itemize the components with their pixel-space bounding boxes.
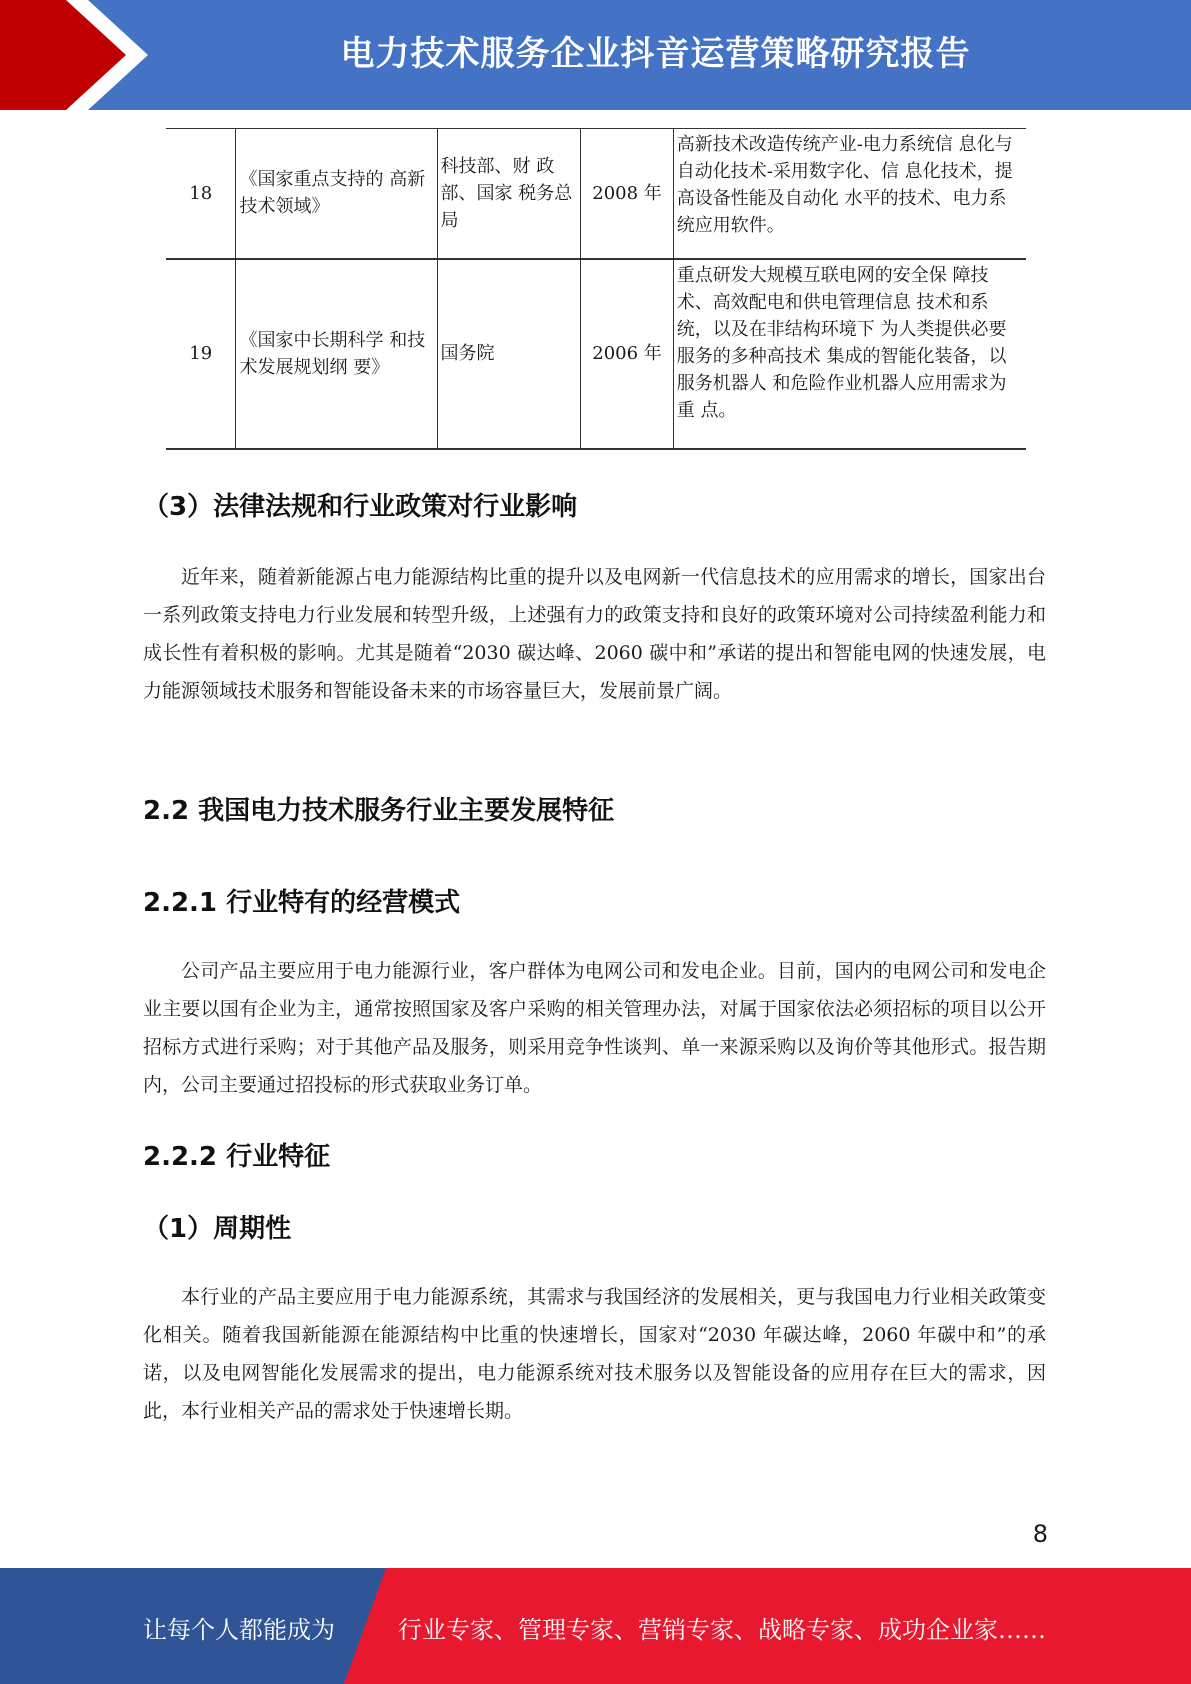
section-2-2-1-heading: 2.2.1 行业特有的经营模式 bbox=[143, 888, 461, 918]
page-footer bbox=[0, 1568, 1191, 1684]
cycle-paragraph: 本行业的产品主要应用于电力能源系统，其需求与我国经济的发展相关，更与我国电力行业相关政策变化相关。随着我国新能源在能源结构中比重的快速增长，国家对“2030 年碳达峰，2060 年碳中和”的承诺，以及电网智能化发展需求的提出，电力能源系统对技术服务以及智能设备的应用存在巨大的需求，因此，本行业相关产品的需求处于快速增长期。 bbox=[143, 1286, 1046, 1422]
row-number: 19 bbox=[166, 259, 236, 449]
row-number: 18 bbox=[166, 129, 236, 259]
policy-name: 《国家中长期科学 和技术发展规划纲 要》 bbox=[236, 259, 437, 449]
footer-slogan-left: 让每个人都能成为 bbox=[143, 1616, 335, 1644]
issuing-department: 国务院 bbox=[437, 259, 581, 449]
page-number: 8 bbox=[1032, 1520, 1048, 1548]
footer-slogan-right: 行业专家、管理专家、营销专家、战略专家、成功企业家…… bbox=[398, 1616, 1046, 1644]
law-heading: （3）法律法规和行业政策对行业影响 bbox=[143, 492, 578, 522]
issue-year: 2006 年 bbox=[581, 259, 674, 449]
policy-content: 重点研发大规模互联电网的安全保 障技术、高效配电和供电管理信息 技术和系统，以及在非结构环境下 为人类提供必要服务的多种高技术 集成的智能化装备，以服务机器人 和危险作业机器人应用需求为重 点。 bbox=[673, 259, 1026, 449]
policy-name: 《国家重点支持的 高新技术领域》 bbox=[236, 129, 437, 259]
policy-content: 高新技术改造传统产业-电力系统信 息化与自动化技术-采用数字化、信 息化技术，提高设备性能及自动化 水平的技术、电力系统应用软件。 bbox=[673, 129, 1026, 259]
issuing-department: 科技部、财 政部、国家 税务总局 bbox=[437, 129, 581, 259]
policy-table bbox=[166, 128, 1026, 450]
section-2-2-heading: 2.2 我国电力技术服务行业主要发展特征 bbox=[143, 796, 615, 826]
section-2-2-1-paragraph: 公司产品主要应用于电力能源行业，客户群体为电网公司和发电企业。目前，国内的电网公司和发电企业主要以国有企业为主，通常按照国家及客户采购的相关管理办法，对属于国家依法必须招标的项目以公开招标方式进行采购；对于其他产品及服务，则采用竞争性谈判、单一来源采购以及询价等其他形式。报告期内，公司主要通过招投标的形式获取业务订单。 bbox=[143, 960, 1046, 1096]
cycle-heading: （1）周期性 bbox=[143, 1214, 292, 1244]
table-row bbox=[166, 129, 1026, 259]
section-2-2-2-heading: 2.2.2 行业特征 bbox=[143, 1142, 331, 1172]
law-paragraph: 近年来，随着新能源占电力能源结构比重的提升以及电网新一代信息技术的应用需求的增长，国家出台一系列政策支持电力行业发展和转型升级，上述强有力的政策支持和良好的政策环境对公司持续盈利能力和成长性有着积极的影响。尤其是随着“2030 碳达峰、2060 碳中和”承诺的提出和智能电网的快速发展，电力能源领域技术服务和智能设备未来的市场容量巨大，发展前景广阔。 bbox=[143, 566, 1046, 702]
page-header bbox=[0, 0, 1191, 110]
header-title: 电力技术服务企业抖音运营策略研究报告 bbox=[340, 34, 971, 74]
table-row bbox=[166, 259, 1026, 449]
issue-year: 2008 年 bbox=[581, 129, 674, 259]
